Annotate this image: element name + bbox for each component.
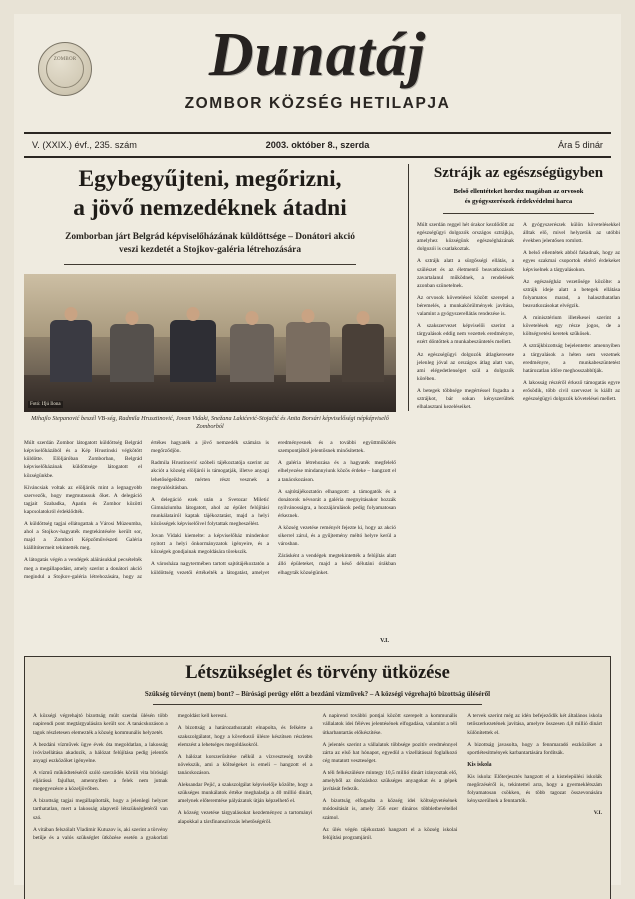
issue-date: 2003. október 8., szerda	[265, 140, 370, 150]
bottom-headline: Létszükséglet és törvény ütközése	[185, 663, 450, 683]
lead-paragraph: Jovan Vidaki kiemelte: a képviselőház mindenkor nyitott a helyi önkormányzatok igényeire, és a községek gondjainak megoldására törekszik.	[151, 533, 269, 556]
right-paragraph: Múlt szerdán reggel hét órakor kezdődött az egészségügyi dolgozók országos sztrájkja, amelyhez községünk egészségházának dolgozói is csatlakoztak.	[417, 221, 514, 253]
bottom-paragraph: A bizottság javasolta, hogy a fennmaradó eszközöket a sportlétesítmények karbantartására fordítsák.	[467, 741, 602, 756]
photo-person	[170, 320, 216, 382]
photo-person-head	[302, 309, 315, 323]
lead-deck-line2: veszi kezdetét a Stojkov-galéria létrehozására	[118, 245, 302, 256]
right-paragraph: A belső ellentétek abból fakadnak, hogy az egyes szakmai csoportok eltérő érdekeket képviselnek a tárgyalásokon.	[523, 250, 620, 273]
right-article	[408, 164, 620, 411]
right-paragraph: A gyógyszerészek külön követelésekkel álltak elő, mivel helyzetük az utóbbi években jelentősen romlott.	[523, 221, 620, 245]
photo-person-head	[126, 311, 139, 325]
right-paragraph: A minisztérium illetékesei szerint a követelések egy része jogos, de a költségvetési keretek szűkösek.	[523, 315, 620, 338]
photo-person	[50, 320, 92, 382]
bottom-paragraph: A bizottság elfogadta a község idei költségvetésének módosítását is, amely 356 ezer dináros többletbevétellel számol.	[322, 798, 458, 821]
right-paragraph: Az orvosok követelései között szerepel a béremelés, a munkakörülmények javítása, valamint a gyógyszerellátás rendezése is.	[417, 294, 514, 318]
lead-signature: V.I.	[380, 638, 389, 644]
lead-paragraph: A látogatás végén a vendégek aláírásukkal pecsételték meg a megállapodást, amely szerint a donátori akció megindul a Stojkov-galéria létrehozására, hogy az értékes hagyaték a jövő nemzedék számára is megőrződjön.	[24, 440, 269, 580]
bottom-divider	[153, 704, 482, 705]
bottom-paragraph: A bezdáni vízművek ügye évek óta megoldatlan, a lakosság ivóvízellátása akadozik, a hálózat felújítása pedig jelentős anyagi eszközöket igényelne.	[33, 741, 168, 764]
right-paragraph: Az egészségház vezetősége közölte: a sztrájk ideje alatt a betegek ellátása folyamatos marad, a halaszthatatlan beavatkozásokat elvégzik.	[523, 278, 620, 309]
lead-photo-wrap	[24, 274, 396, 431]
masthead	[14, 14, 621, 150]
bottom-paragraph: A község vezetése tárgyalásokat kezdeményez a tartományi alapokkal a társfinanszírozás lehetőségéről.	[177, 810, 313, 825]
right-body	[417, 221, 620, 411]
right-paragraph: A sztrájkbizottság bejelentette: amennyiben a tárgyalások a héten sem vezetnek eredményre, a munkabeszüntetést határozatlan időre meghosszabbítják.	[523, 343, 620, 374]
bottom-paragraph: A vitában felszólalt Vladimir Kutuzov is, aki szerint a törvény betűje és a valós szükséglet ütközése esetén a gyakorlati megoldást kell keresni.	[33, 713, 228, 841]
issue-info-bar	[24, 136, 611, 158]
lead-deck-line1: Zomborban járt Belgrád képviselőházának küldöttsége – Donátori akció	[65, 231, 355, 242]
photo-person	[286, 322, 330, 382]
bottom-paragraph: A községi végrehajtó bizottság múlt szerdai ülésén több napirendi pont megtárgyalására került sor. A tanácskozáson a tagok részletesen elemezték a község kommunális helyzetét.	[33, 713, 168, 736]
photo-credit: Fotó: Ifjú Ilona	[30, 401, 61, 407]
lead-headline-line1: Egybegyűjteni, megőrizni,	[78, 166, 342, 192]
lead-body	[24, 439, 396, 581]
lead-paragraph: A delegáció ezek után a Svetozar Miletić Gimnáziumba látogatott, ahol az épület felújítási munkálatairól kaptak tájékoztatást, majd a helyi közösségek képviselőivel folytattak megbeszélést.	[151, 496, 269, 528]
bottom-paragraph: Kis iskola: Előterjesztés hangzott el a kistelepülési iskolák megőrzéséről is, tekintettel arra, hogy a gyermeklétszám folyamatosan csökken, és több tagozat összevonására kényszerülnek a fenntartók.	[467, 773, 602, 804]
bottom-paragraph: A bizottság a határozathozatalt elnapolta, és felkérte a szakszolgálatot, hogy a következő ülésre készítsen részletes elemzést a lehetséges megoldásokról.	[177, 725, 313, 748]
right-paragraph: A sztrájk alatt a sürgősségi ellátás, a szülészet és az életmentő beavatkozások zavartalanul működnek, a rendelések azonban szünetelnek.	[417, 258, 514, 289]
photo-person	[342, 324, 384, 382]
lead-paragraph: A sajtótájékoztatón elhangzott: a támogatók és a donátorok névsorát a galéria megnyitásakor hozzák nyilvánosságra, a hozzájárulások pedig folyamatosan érkeznek.	[278, 488, 396, 519]
bottom-paragraph: A hálózat korszerűsítése nélkül a vízveszteség tovább növekszik, ami a költségeket is emeli – hangzott el a tanácskozáson.	[177, 753, 313, 776]
bottom-deck: Szükség törvényt (nem) bont? – Bírósági perügy előtt a bezdáni vízművek? – A községi végrehajtó bizottság üléséről	[144, 690, 491, 699]
right-headline: Sztrájk az egészségügyben	[433, 165, 604, 181]
bottom-paragraph: A vízmű működtetéséről szóló szerződés körüli vita bírósági eljárássá fajulhat, amennyiben a felek nem jutnak megegyezésre a közeljövőben.	[33, 770, 168, 793]
lead-paragraph: A városháza nagytermében tartott sajtótájékoztatón a küldöttség vezetői értékelték a látogatást, amelyet eredményesnek és a további együttműködés szempontjából jelentősnek minősítettek.	[151, 440, 396, 576]
newspaper-sheet	[14, 14, 621, 885]
photo-person	[110, 324, 154, 382]
lead-paragraph: Radmila Hrustinović szóbeli tájékoztatója szerint az akciót a község elöljárói is támogatják, illetve anyagi lehetőségeikhez mérten részt vesznek a megvalósításban.	[151, 460, 269, 491]
issue-price: Ára 5 dinár	[558, 140, 603, 150]
issue-number: V. (XXIX.) évf., 235. szám	[32, 140, 137, 150]
right-divider	[443, 213, 594, 214]
crest-label: ZOMBOR	[46, 50, 84, 88]
bottom-paragraph: A bizottság tagjai megállapították, hogy a jelenlegi helyzet tarthatatlan, mert a lakosság alapvető létszükségletéről van szó.	[33, 798, 168, 821]
masthead-subtitle: ZOMBOR KÖZSÉG HETILAPJA	[184, 95, 451, 112]
lead-paragraph: Zárásként a vendégek megtekintették a felújítás alatt álló épületeket, majd a késő délutáni órákban elhagyták községünket.	[278, 553, 396, 576]
lead-divider	[64, 264, 356, 265]
right-deck-line2: és gyógyszerészek érdekvédelmi harca	[464, 198, 573, 206]
lead-paragraph: A galéria létrehozása és a hagyaték megfelelő elhelyezése mindannyiunk közös érdeke – hangzott el a tanácskozáson.	[278, 460, 396, 483]
lead-paragraph: A küldöttség tagjai ellátogattak a Városi Múzeumba, ahol a Stojkov-hagyaték megtekintésére került sor, majd a Zombori Képzőművészeti Galéria kiállítótermeit tekintették meg.	[24, 521, 142, 552]
right-paragraph: A szakszervezet képviselői szerint a tárgyalások eddig nem vezettek eredményre, ezért döntöttek a munkabeszüntetés mellett.	[417, 323, 514, 346]
right-deck-line1: Belső ellentéteket hordoz magában az orvosok	[453, 188, 584, 196]
photo-person	[230, 324, 274, 382]
bottom-signature: V.I.	[593, 810, 602, 817]
content-area	[24, 164, 620, 875]
bottom-paragraph: A napirend további pontjai között szerepelt a kommunális vállalatok idei féléves jelentésének elfogadása, valamint a téli útkarbantartás előkészítése.	[322, 713, 458, 736]
lead-paragraph: Kíváncsiak voltak az elöljárók mint a legnagyobb szervezők, hogy megmutassuk őket. A delegáció tagjait Szabadka, Apatin és Zombor közötti kapcsolatokról érdeklődték.	[24, 484, 142, 515]
right-paragraph: Az egészségügyi dolgozók átlagkeresete jelenleg jóval az országos átlag alatt van, ami elégedetlenséget szül a dolgozók körében.	[417, 351, 514, 382]
lead-headline-line2: a jövő nemzedéknek átadni	[73, 194, 347, 221]
bottom-paragraph: A téli felkészülésre mintegy 10,5 millió dinárt irányoztak elő, amelyből az útsózáshoz szükséges anyagokat és a gépek javítását fedezik.	[322, 770, 458, 793]
bottom-body	[33, 712, 602, 842]
photo-person-head	[246, 311, 259, 325]
lead-paragraph: Múlt szerdán Zombor látogatott küldöttség Belgrád képviselőházából és a Kép Hrustinski végkötött küldötte. Elöljáróban Zomborban, Belgrád képviselőházának küldöttsége látogatott el községünkbe.	[24, 440, 142, 479]
lead-photo	[24, 274, 396, 412]
bottom-subhead: Kis iskola	[467, 761, 492, 768]
masthead-title-block	[14, 21, 621, 113]
bottom-paragraph: A tervek szerint még az idén befejeződik két általános iskola tetőszerkezetének javítása, amelyre összesen 4,8 millió dinárt különítettek el.	[467, 713, 602, 736]
photo-person-head	[187, 307, 200, 321]
page-title: Dunatáj	[208, 21, 427, 89]
photo-caption: Mihajlo Stepanović beszél VB-ség, Radmila Hrusztinović, Jovan Vidaki, Snežana Lakićević-Stojačić és Anita Borsári képviselőségi népképviselő Zomborból	[31, 414, 389, 430]
right-paragraph: A lakosság részéről érkező támogatás egyre erősödik, több civil szervezet is kiállt az egészségügyi dolgozók követelései mellett.	[523, 379, 620, 403]
bottom-paragraph: A jelentés szerint a vállalatok többsége pozitív eredménnyel zárta az első hat hónapot, egyedül a vízellátással foglalkozó cég mutatott veszteséget.	[322, 741, 458, 764]
bottom-paragraph: Az ülés végén tájékoztató hangzott el a község iskolai felújítási programjáról.	[322, 826, 458, 841]
right-paragraph: A betegek többsége megértéssel fogadta a sztrájkot, bár sokan kényszerültek elhalasztani kezeléseiket.	[417, 387, 514, 411]
lead-article	[24, 164, 396, 581]
masthead-divider	[24, 132, 611, 134]
photo-person-head	[357, 311, 370, 325]
bottom-paragraph: Aleksandar Pejić, a szakszolgálat képviselője közölte, hogy a szükséges munkálatok értéke meghaladja a 40 millió dinárt, amelynek előteremtése pályázatok útján képzelhető el.	[177, 782, 313, 805]
photo-person-head	[65, 307, 78, 321]
lead-paragraph: A község vezetése reményét fejezte ki, hogy az akció sikerrel zárul, és a gyűjtemény méltó helyre kerül a városban.	[278, 525, 396, 548]
bottom-article	[24, 656, 611, 899]
